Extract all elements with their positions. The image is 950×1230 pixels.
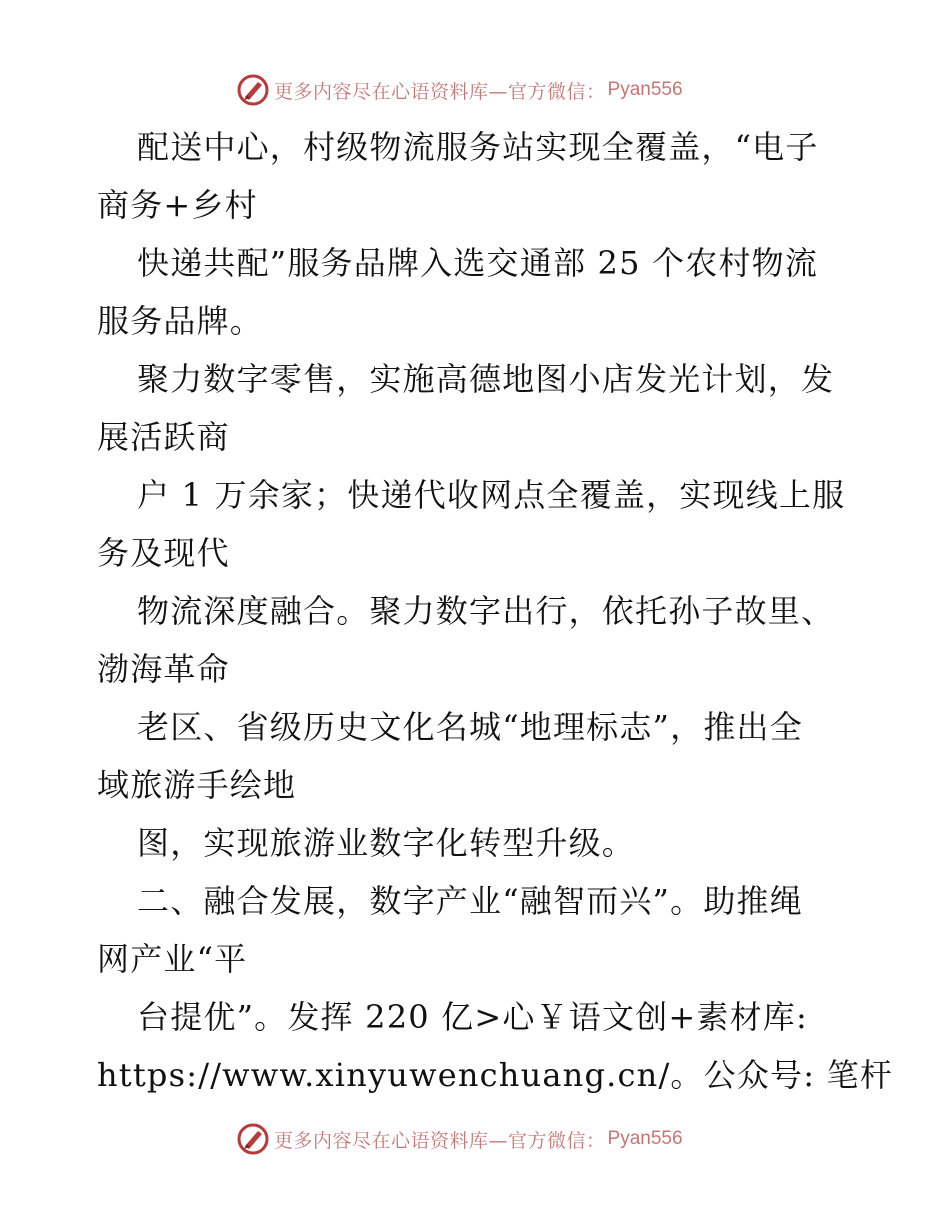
pen-seal-logo-icon (236, 73, 270, 107)
text-line: 域旅游手绘地 (97, 766, 297, 804)
watermark-text: 更多内容尽在心语资料库—官方微信： (274, 80, 606, 103)
text-line: 台提优”。发挥 220 亿>心￥语文创+素材库: (137, 998, 808, 1036)
text-line: 渤海革命 (97, 650, 230, 688)
text-line: 图，实现旅游业数字化转型升级。 (137, 824, 636, 862)
text-line: 物流深度融合。聚力数字出行，依托孙子故里、 (137, 592, 835, 630)
text-line: 快递共配”服务品牌入选交通部 25 个农村物流 (137, 244, 819, 282)
text-line: https://www.xinyuwenchuang.cn/。公众号: 笔杆 (97, 1056, 893, 1094)
text-line: 务及现代 (97, 534, 230, 572)
text-line: 二、融合发展，数字产业“融智而兴”。助推绳 (137, 882, 803, 920)
watermark-wechat-id: Pyan556 (607, 79, 683, 100)
text-line: 网产业“平 (97, 940, 248, 978)
pen-seal-logo-icon (236, 1122, 270, 1156)
watermark-text: 更多内容尽在心语资料库—官方微信： (274, 1129, 606, 1152)
text-line: 聚力数字零售，实施高德地图小店发光计划，发 (137, 360, 835, 398)
watermark-wechat-id: Pyan556 (607, 1128, 683, 1149)
text-line: 老区、省级历史文化名城“地理标志”，推出全 (137, 708, 803, 746)
text-line: 商务+乡村 (97, 186, 258, 224)
header-watermark (236, 73, 683, 107)
text-line: 配送中心，村级物流服务站实现全覆盖，“电子 (137, 128, 819, 166)
text-line: 户 1 万余家；快递代收网点全覆盖，实现线上服 (137, 476, 846, 514)
text-line: 服务品牌。 (97, 302, 264, 340)
text-line: 展活跃商 (97, 418, 230, 456)
footer-watermark (236, 1122, 683, 1156)
